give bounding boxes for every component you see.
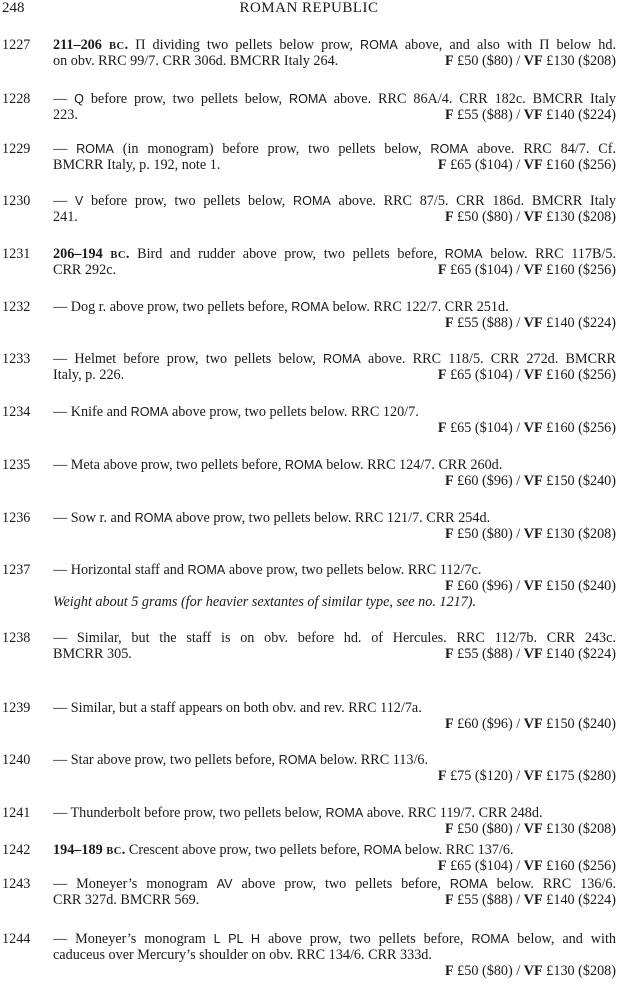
entry-number: 1231 [2, 246, 31, 262]
description-line [53, 562, 616, 578]
date-range: . [121, 842, 129, 858]
text-run: below. RRC 136/6. [487, 876, 616, 892]
entry-description [53, 141, 616, 173]
grade-vf-label: VF [523, 315, 543, 331]
date-range: . [124, 37, 136, 53]
grade-vf-label: VF [523, 367, 543, 383]
price-separator: / [512, 315, 524, 331]
price-very-fine: £140 ($224) [546, 315, 616, 331]
page-number: 248 [2, 0, 25, 16]
entry-number: 1237 [2, 562, 31, 578]
entry-description [53, 752, 616, 784]
legend-text: ROMA [76, 142, 114, 156]
text-run: CRR 292c. [53, 262, 117, 278]
grade-vf-label: VF [523, 768, 543, 784]
price [438, 157, 616, 173]
grade-vf-label: VF [523, 473, 543, 489]
price-separator: / [512, 646, 524, 662]
grade-f-label: F [444, 963, 454, 979]
price-fine: £50 ($80) [457, 209, 513, 225]
price-fine: £65 ($104) [450, 157, 513, 173]
entry-description [53, 193, 616, 225]
price-separator: / [512, 892, 524, 908]
description-line [53, 193, 616, 209]
text-run: 241. [53, 209, 78, 225]
text-run: below. RRC 117B/5. [482, 246, 616, 262]
text-run: CRR 327d. BMCRR 569. [53, 892, 200, 908]
text-run: below. RRC 137/6. [401, 842, 514, 858]
entry-number: 1244 [2, 931, 31, 947]
entry-description [53, 931, 616, 979]
entry-number: 1243 [2, 876, 31, 892]
grade-f-label: F [444, 892, 454, 908]
description-line [53, 91, 616, 107]
entry-number: 1239 [2, 700, 31, 716]
price-fine: £75 ($120) [450, 768, 513, 784]
description-tail [53, 892, 199, 908]
description-line-with-price [53, 157, 616, 173]
legend-text: ROMA [360, 38, 398, 52]
legend-text: ROMA [363, 843, 402, 857]
date-range: BC [106, 846, 122, 857]
price-very-fine: £160 ($256) [546, 262, 616, 278]
legend-text: ROMA [323, 352, 361, 366]
legend-text: ROMA [291, 300, 330, 314]
grade-vf-label: VF [523, 892, 543, 908]
price-line [53, 858, 616, 874]
entry-description [53, 246, 616, 278]
entry-number: 1238 [2, 630, 31, 646]
entry-number: 1234 [2, 404, 31, 420]
price [445, 526, 616, 542]
grade-f-label: F [444, 315, 454, 331]
price [445, 473, 616, 489]
text-run: — Thunderbolt before prow, two pellets below, [53, 805, 326, 821]
grade-vf-label: VF [523, 209, 543, 225]
legend-text: ROMA [134, 511, 173, 525]
description-line-with-price [53, 646, 616, 662]
price [438, 420, 616, 436]
price [445, 315, 616, 331]
description-line [53, 351, 616, 367]
price-very-fine: £150 ($240) [546, 473, 616, 489]
price-very-fine: £160 ($256) [546, 367, 616, 383]
price-line [53, 315, 616, 331]
description-line [53, 141, 616, 157]
entry-description [53, 404, 616, 436]
price-separator: / [512, 858, 524, 874]
entry-description [53, 510, 616, 542]
grade-vf-label: VF [523, 821, 543, 837]
legend-text: ROMA [278, 753, 317, 767]
entry-number: 1241 [2, 805, 31, 821]
text-run: above. RRC 87/5. CRR 186d. BMCRR Italy [330, 193, 616, 209]
price-very-fine: £150 ($240) [546, 578, 616, 594]
legend-text: ROMA [444, 247, 483, 261]
description-line [53, 842, 616, 858]
description-line [53, 700, 616, 716]
text-run: below. RRC 122/7. CRR 251d. [329, 299, 509, 315]
date-range: 194–189 [53, 842, 107, 858]
description-line [53, 931, 616, 947]
description-tail [53, 262, 116, 278]
price-very-fine: £130 ($208) [546, 209, 616, 225]
date-range: BC [108, 41, 125, 52]
price-line [53, 526, 616, 542]
entry-description [53, 562, 616, 610]
text-run: BMCRR 305. [53, 646, 132, 662]
price-separator: / [512, 157, 524, 173]
price-line [53, 420, 616, 436]
text-run: — Dog r. above prow, two pellets before, [53, 299, 292, 315]
text-run: Bird and rudder above prow, two pellets before, [137, 246, 445, 262]
grade-f-label: F [437, 858, 447, 874]
description-tail [53, 157, 220, 173]
description-tail [53, 367, 124, 383]
price-line [53, 473, 616, 489]
legend-text: ROMA [430, 142, 469, 156]
price [445, 963, 616, 979]
price-separator: / [512, 420, 524, 436]
price-separator: / [512, 209, 524, 225]
description-line-with-price [53, 892, 616, 908]
text-run: before prow, two pellets below, [83, 91, 290, 107]
text-run: (in monogram) before prow, two pellets below, [113, 141, 431, 157]
price-line [53, 821, 616, 837]
legend-text: AV [216, 877, 233, 891]
legend-text: L PL H [213, 932, 261, 946]
grade-f-label: F [444, 821, 454, 837]
description-line [53, 947, 616, 963]
price [445, 646, 616, 662]
price-fine: £55 ($88) [457, 892, 513, 908]
grade-f-label: F [437, 157, 447, 173]
entry-description [53, 457, 616, 489]
entry-number: 1228 [2, 91, 31, 107]
legend-text: ROMA [471, 932, 510, 946]
price-very-fine: £140 ($224) [546, 646, 616, 662]
legend-text: ROMA [284, 458, 323, 472]
text-run: above, and also with Π below hd. [397, 37, 616, 53]
price [445, 821, 616, 837]
entry-description [53, 876, 616, 908]
legend-text: ROMA [449, 877, 488, 891]
description-line [53, 37, 616, 53]
grade-vf-label: VF [523, 578, 543, 594]
text-run: — Similar, but a staff appears on both obv. and rev. RRC 112/7a. [53, 700, 422, 716]
price [445, 716, 616, 732]
description-line [53, 805, 616, 821]
text-run: above prow, two pellets below. RRC 121/7. CRR 254d. [172, 510, 491, 526]
text-run: below. RRC 113/6. [316, 752, 429, 768]
price-separator: / [512, 262, 524, 278]
price-very-fine: £160 ($256) [546, 858, 616, 874]
price-fine: £65 ($104) [450, 858, 513, 874]
price-fine: £50 ($80) [457, 53, 513, 69]
price-fine: £50 ($80) [457, 526, 513, 542]
legend-text: ROMA [289, 92, 327, 106]
text-run: below, and with [509, 931, 616, 947]
text-run: before prow, two pellets below, [83, 193, 294, 209]
description-line [53, 510, 616, 526]
price-line [53, 963, 616, 979]
price [438, 262, 616, 278]
price-very-fine: £130 ($208) [546, 821, 616, 837]
description-line [53, 752, 616, 768]
grade-vf-label: VF [523, 53, 543, 69]
text-run: — [53, 193, 75, 209]
legend-text: V [74, 194, 84, 208]
text-run: above. RRC 86A/4. CRR 182c. BMCRR Italy [326, 91, 616, 107]
price-separator: / [512, 716, 524, 732]
text-run: — [53, 91, 75, 107]
grade-f-label: F [444, 473, 454, 489]
price-fine: £60 ($96) [457, 716, 513, 732]
price-very-fine: £130 ($208) [546, 53, 616, 69]
running-head: ROMAN REPUBLIC [239, 0, 379, 16]
price-fine: £50 ($80) [457, 821, 513, 837]
grade-vf-label: VF [523, 963, 543, 979]
date-range: BC [110, 250, 126, 261]
price [445, 107, 616, 123]
description-line-with-price [53, 53, 616, 69]
description-line [53, 246, 616, 262]
grade-f-label: F [444, 716, 454, 732]
price-very-fine: £130 ($208) [546, 963, 616, 979]
grade-f-label: F [437, 768, 447, 784]
text-run: above. RRC 119/7. CRR 248d. [363, 805, 543, 821]
description-line-with-price [53, 367, 616, 383]
price [445, 209, 616, 225]
text-run: above. RRC 84/7. Cf. [468, 141, 616, 157]
text-run: — Sow r. and [53, 510, 135, 526]
entry-description [53, 630, 616, 662]
entry-number: 1235 [2, 457, 31, 473]
text-run: — Horizontal staff and [53, 562, 188, 578]
entry-number: 1227 [2, 37, 31, 53]
grade-f-label: F [437, 262, 447, 278]
grade-f-label: F [444, 578, 454, 594]
price [445, 53, 616, 69]
text-run: — Similar, but the staff is on obv. before hd. of Hercules. RRC 112/7b. CRR 243c. [53, 630, 616, 646]
grade-vf-label: VF [523, 858, 543, 874]
price-fine: £55 ($88) [457, 107, 513, 123]
legend-text: ROMA [293, 194, 331, 208]
entry-number: 1233 [2, 351, 31, 367]
entry-description [53, 805, 616, 837]
grade-vf-label: VF [523, 420, 543, 436]
entry-description [53, 37, 616, 69]
price-separator: / [512, 963, 524, 979]
description-line [53, 404, 616, 420]
price [445, 892, 616, 908]
text-run: above prow, two pellets before, [232, 876, 450, 892]
text-run: Π dividing two pellets below prow, [135, 37, 361, 53]
price-very-fine: £140 ($224) [546, 892, 616, 908]
description-line [53, 299, 616, 315]
description-line [53, 630, 616, 646]
date-range: 206–194 [53, 246, 111, 262]
description-line-with-price [53, 262, 616, 278]
text-run: below. RRC 124/7. CRR 260d. [322, 457, 503, 473]
grade-f-label: F [444, 53, 454, 69]
entry-number: 1232 [2, 299, 31, 315]
price-fine: £65 ($104) [450, 420, 513, 436]
grade-vf-label: VF [523, 526, 543, 542]
legend-text: Q [74, 92, 84, 106]
description-line [53, 457, 616, 473]
price-fine: £65 ($104) [450, 262, 513, 278]
price-separator: / [512, 107, 524, 123]
price-very-fine: £175 ($280) [546, 768, 616, 784]
text-run: caduceus over Mercury’s shoulder on obv. RRC 134/6. CRR 333d. [53, 947, 432, 963]
grade-f-label: F [437, 367, 447, 383]
price-separator: / [512, 367, 524, 383]
text-run: BMCRR Italy, p. 192, note 1. [53, 157, 221, 173]
price-separator: / [512, 526, 524, 542]
price-fine: £55 ($88) [457, 646, 513, 662]
grade-f-label: F [444, 107, 454, 123]
price-separator: / [512, 473, 524, 489]
weight-note [53, 594, 616, 610]
text-run: Crescent above prow, two pellets before, [128, 842, 364, 858]
entry-number: 1242 [2, 842, 31, 858]
grade-vf-label: VF [523, 262, 543, 278]
text-run: above prow, two pellets below. RRC 112/7c. [225, 562, 482, 578]
price-separator: / [512, 53, 524, 69]
entry-description [53, 842, 616, 874]
price-very-fine: £160 ($256) [546, 157, 616, 173]
price-very-fine: £160 ($256) [546, 420, 616, 436]
price-line [53, 578, 616, 594]
price-line [53, 716, 616, 732]
text-run: — Helmet before prow, two pellets below, [53, 351, 324, 367]
price-fine: £55 ($88) [457, 315, 513, 331]
price-fine: £65 ($104) [450, 367, 513, 383]
price-very-fine: £150 ($240) [546, 716, 616, 732]
grade-f-label: F [444, 646, 454, 662]
text-run: — Star above prow, two pellets before, [53, 752, 279, 768]
text-run: above prow, two pellets before, [260, 931, 472, 947]
text-run: — Moneyer’s monogram [53, 876, 217, 892]
description-line-with-price [53, 107, 616, 123]
price-fine: £60 ($96) [457, 578, 513, 594]
description-tail [53, 107, 78, 123]
text-run: — Knife and [53, 404, 131, 420]
date-range: 211–206 [53, 37, 109, 53]
price [438, 367, 616, 383]
text-run: — [53, 141, 77, 157]
entry-number: 1240 [2, 752, 31, 768]
entry-number: 1230 [2, 193, 31, 209]
entry-description [53, 299, 616, 331]
text-run: 223. [53, 107, 78, 123]
entry-description [53, 700, 616, 732]
date-range: . [125, 246, 138, 262]
description-line [53, 876, 616, 892]
price-very-fine: £130 ($208) [546, 526, 616, 542]
price [438, 768, 616, 784]
price-very-fine: £140 ($224) [546, 107, 616, 123]
entry-number: 1236 [2, 510, 31, 526]
legend-text: ROMA [130, 405, 169, 419]
entry-description [53, 91, 616, 123]
description-tail [53, 53, 338, 69]
entry-number: 1229 [2, 141, 31, 157]
price-separator: / [512, 578, 524, 594]
entry-description [53, 351, 616, 383]
text-run: — Meta above prow, two pellets before, [53, 457, 285, 473]
legend-text: ROMA [325, 806, 364, 820]
text-run: Italy, p. 226. [53, 367, 125, 383]
grade-f-label: F [437, 420, 447, 436]
grade-f-label: F [444, 526, 454, 542]
price-line [53, 768, 616, 784]
text-run: on obv. RRC 99/7. CRR 306d. BMCRR Italy 264. [53, 53, 339, 69]
legend-text: ROMA [187, 563, 226, 577]
price [438, 858, 616, 874]
price-separator: / [512, 768, 524, 784]
grade-f-label: F [444, 209, 454, 225]
text-run: — Moneyer’s monogram [53, 931, 214, 947]
grade-vf-label: VF [523, 157, 543, 173]
text-run: above prow, two pellets below. RRC 120/7. [168, 404, 419, 420]
text-run: Weight about 5 grams (for heavier sextantes of similar type, see no. 1217). [53, 594, 477, 610]
price [445, 578, 616, 594]
text-run: above. RRC 118/5. CRR 272d. BMCRR [360, 351, 616, 367]
description-tail [53, 209, 78, 225]
grade-vf-label: VF [523, 646, 543, 662]
price-fine: £60 ($96) [457, 473, 513, 489]
price-separator: / [512, 821, 524, 837]
grade-vf-label: VF [523, 716, 543, 732]
description-tail [53, 646, 132, 662]
grade-vf-label: VF [523, 107, 543, 123]
price-fine: £50 ($80) [457, 963, 513, 979]
description-line-with-price [53, 209, 616, 225]
